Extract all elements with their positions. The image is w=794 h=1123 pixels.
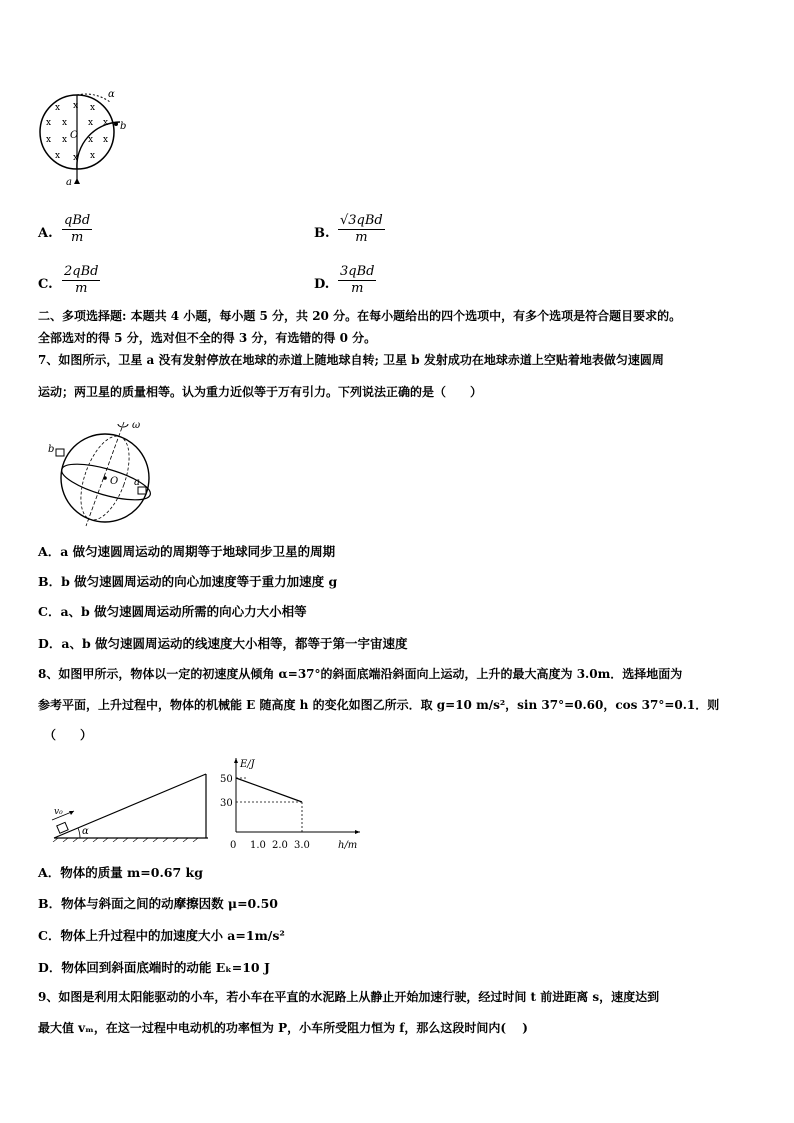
angle-alpha-label: α <box>108 89 115 100</box>
svg-text:x: x <box>90 103 96 113</box>
svg-text:x: x <box>55 103 61 113</box>
graph-x0: 0 <box>230 840 237 851</box>
q7-stem-line2: 运动；两卫星的质量相等。认为重力近似等于万有引力。下列说法正确的是（ ） <box>38 385 483 399</box>
q6-option-d-value: 3qBd m <box>340 264 375 296</box>
svg-text:x: x <box>46 135 52 145</box>
incline-angle-label: α <box>82 826 89 837</box>
v0-label: v₀ <box>54 807 63 817</box>
q6-magnetic-field-figure <box>30 82 140 190</box>
point-b-label: b <box>120 121 127 132</box>
svg-text:x: x <box>46 118 52 128</box>
q6-option-d-label: D. <box>314 277 330 292</box>
q7-option-c: C．a、b 做匀速圆周运动所需的向心力大小相等 <box>38 604 307 619</box>
graph-y50: 50 <box>220 774 233 785</box>
section2-line2: 全部选对的得 5 分，选对但不全的得 3 分，有选错的得 0 分。 <box>38 331 377 345</box>
q9-stem-line1: 9、如图是利用太阳能驱动的小车，若小车在平直的水泥路上从静止开始加速行驶，经过时间 t 前进距离 s，速度达到 <box>38 990 660 1004</box>
graph-xlabel: h/m <box>338 840 358 851</box>
center-label-O: O <box>70 130 79 141</box>
svg-text:x: x <box>90 151 96 161</box>
q6-option-a-label: A. <box>38 226 53 241</box>
satellite-b-label: b <box>48 444 55 455</box>
q7-earth-satellite-figure <box>42 416 164 528</box>
graph-x2: 2.0 <box>272 840 288 851</box>
q8-option-d: D．物体回到斜面底端时的动能 Eₖ=10 J <box>38 960 270 975</box>
q8-stem-line3: （ ） <box>44 728 93 742</box>
section2-line1: 二、多项选择题: 本题共 4 小题，每小题 5 分，共 20 分。在每小题给出的四个选项中，有多个选项是符合题目要求的。 <box>38 309 682 323</box>
graph-ylabel: E/J <box>240 759 255 770</box>
q8-stem-line1: 8、如图甲所示，物体以一定的初速度从倾角 α=37°的斜面底端沿斜面向上运动，上升的最大高度为 3.0m．选择地面为 <box>38 667 683 681</box>
svg-text:x: x <box>103 118 109 128</box>
graph-y30: 30 <box>220 798 233 809</box>
svg-text:x: x <box>73 153 79 163</box>
q6-option-c-value: 2qBd m <box>64 264 99 296</box>
svg-text:x: x <box>88 118 94 128</box>
q8-option-a: A．物体的质量 m=0.67 kg <box>38 865 203 880</box>
omega-label: ω <box>132 420 141 431</box>
svg-text:x: x <box>62 118 68 128</box>
q7-option-b: B．b 做匀速圆周运动的向心加速度等于重力加速度 g <box>38 574 338 589</box>
q6-option-b-label: B. <box>314 226 330 241</box>
q8-stem-line2: 参考平面，上升过程中，物体的机械能 E 随高度 h 的变化如图乙所示．取 g=10 m/s²，sin 37°=0.60，cos 37°=0.1．则 <box>38 698 720 712</box>
svg-text:x: x <box>55 151 61 161</box>
svg-text:x: x <box>62 135 68 145</box>
graph-x3: 3.0 <box>294 840 310 851</box>
svg-text:x: x <box>73 101 79 111</box>
q6-option-b-value: √3qBd m <box>340 213 383 245</box>
satellite-a-label: a <box>134 477 140 488</box>
q9-stem-line2: 最大值 vₘ，在这一过程中电动机的功率恒为 P，小车所受阻力恒为 f，那么这段时间内( ) <box>38 1021 528 1035</box>
q8-incline-figure <box>44 770 212 842</box>
q7-option-a: A．a 做匀速圆周运动的周期等于地球同步卫星的周期 <box>38 544 336 559</box>
point-a-label: a <box>66 177 72 188</box>
svg-text:x: x <box>103 135 109 145</box>
q8-option-c: C．物体上升过程中的加速度大小 a=1m/s² <box>38 928 285 943</box>
q8-energy-height-graph <box>218 756 366 854</box>
q7-stem-line1: 7、如图所示，卫星 a 没有发射停放在地球的赤道上随地球自转; 卫星 b 发射成功在地球赤道上空贴着地表做匀速圆周 <box>38 353 664 367</box>
earth-center-label: O <box>110 476 119 487</box>
svg-text:x: x <box>88 135 94 145</box>
graph-x1: 1.0 <box>250 840 266 851</box>
q6-option-a-value: qBd m <box>64 213 91 245</box>
q8-option-b: B．物体与斜面之间的动摩擦因数 μ=0.50 <box>38 896 278 911</box>
q6-option-c-label: C. <box>38 277 53 292</box>
q7-option-d: D．a、b 做匀速圆周运动的线速度大小相等，都等于第一宇宙速度 <box>38 636 408 651</box>
